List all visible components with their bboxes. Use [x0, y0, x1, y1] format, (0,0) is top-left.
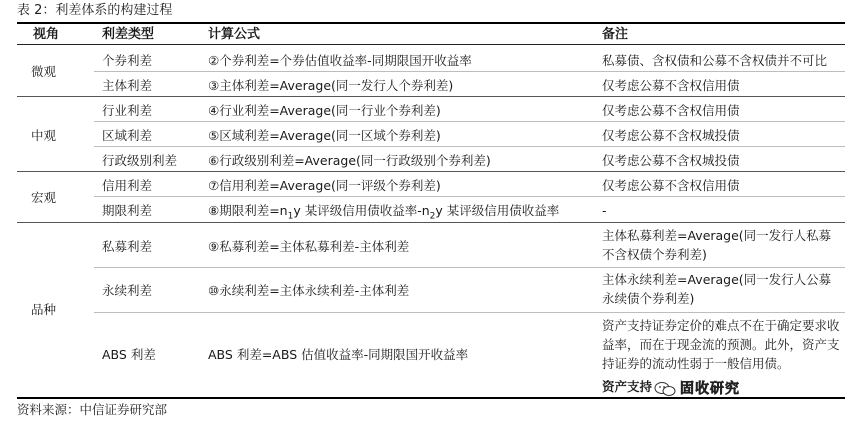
- table-row-note-tail: 资产支持: [602, 379, 653, 394]
- group-divider: [17, 222, 845, 223]
- table-row-note: -: [602, 203, 607, 218]
- group-divider: [17, 171, 845, 172]
- table-row-formula: ④行业利差=Average(同一行业个券利差): [208, 103, 441, 118]
- table-row-type: 私募利差: [102, 239, 153, 254]
- row-divider: [94, 146, 845, 147]
- row-divider: [94, 196, 845, 197]
- table-row-note: 仅考虑公募不含权信用债: [602, 78, 740, 93]
- group-micro: 微观: [31, 64, 57, 79]
- table-row-formula: ②个券利差=个券估值收益率-同期限国开收益率: [208, 53, 472, 68]
- header-note: 备注: [602, 27, 629, 42]
- wechat-icon: [654, 381, 676, 397]
- row-divider: [94, 71, 845, 72]
- header-perspective: 视角: [33, 27, 60, 42]
- table-row-type: 永续利差: [102, 283, 153, 298]
- table-row-type: 期限利差: [102, 203, 153, 218]
- bottom-rule: [17, 397, 845, 399]
- header-spread-type: 利差类型: [102, 27, 155, 42]
- watermark: [654, 379, 840, 398]
- group-meso: 中观: [31, 128, 57, 143]
- table-row-note: 仅考虑公募不含权信用债: [602, 178, 740, 193]
- table-row-note: 资产支持证券定价的难点不在于确定要求收益率，而在于现金流的预测。此外，资产支持证券的流动性弱于一般信用债。: [602, 318, 840, 371]
- header-rule: [17, 44, 845, 45]
- top-rule: [17, 22, 845, 24]
- watermark-text: 固收研究: [680, 380, 740, 397]
- table-row-type: 行业利差: [102, 103, 153, 118]
- table-row-formula: ABS 利差=ABS 估值收益率-同期限国开收益率: [208, 347, 469, 362]
- table-row-type: 区域利差: [102, 128, 153, 143]
- table-row-formula: ⑧期限利差$=n_1y$ 某评级信用债收益率$-n_2y$ 某评级信用债收益率: [208, 203, 560, 222]
- table-row-note: 主体永续利差=Average(同一发行人公募永续债个券利差): [602, 272, 832, 306]
- table-row-type: 信用利差: [102, 178, 153, 193]
- table-caption: 表 2：利差体系的构建过程: [17, 3, 173, 18]
- group-variety: 品种: [31, 302, 57, 317]
- table-row-formula: ③主体利差=Average(同一发行人个券利差): [208, 78, 454, 93]
- table-row-note: 仅考虑公募不含权信用债: [602, 103, 740, 118]
- table-row-type: 行政级别利差: [102, 153, 178, 168]
- table-row-type: ABS 利差: [102, 347, 156, 362]
- table-row-note: 仅考虑公募不含权城投债: [602, 153, 740, 168]
- group-macro: 宏观: [31, 190, 57, 205]
- table-row-note: 私募债、含权债和公募不含权债并不可比: [602, 53, 828, 68]
- header-formula: 计算公式: [208, 27, 261, 42]
- row-divider: [94, 121, 845, 122]
- table-row-formula: ⑦信用利差=Average(同一评级个券利差): [208, 178, 441, 193]
- row-divider: [94, 312, 845, 313]
- table-row-type: 个券利差: [102, 53, 153, 68]
- row-divider: [94, 267, 845, 268]
- table-row-note: 主体私募利差=Average(同一发行人私募不含权债个券利差): [602, 228, 832, 262]
- table-row-note: 仅考虑公募不含权城投债: [602, 128, 740, 143]
- group-divider: [17, 96, 845, 97]
- table-row-formula: ⑤区域利差=Average(同一区域个券利差): [208, 128, 441, 143]
- source-note: 资料来源：中信证券研究部: [17, 402, 168, 417]
- table-row-formula: ⑨私募利差=主体私募利差-主体利差: [208, 239, 410, 254]
- table-row-type: 主体利差: [102, 78, 153, 93]
- table-row-formula: ⑩永续利差=主体永续利差-主体利差: [208, 283, 410, 298]
- table-row-formula: ⑥行政级别利差=Average(同一行政级别个券利差): [208, 153, 491, 168]
